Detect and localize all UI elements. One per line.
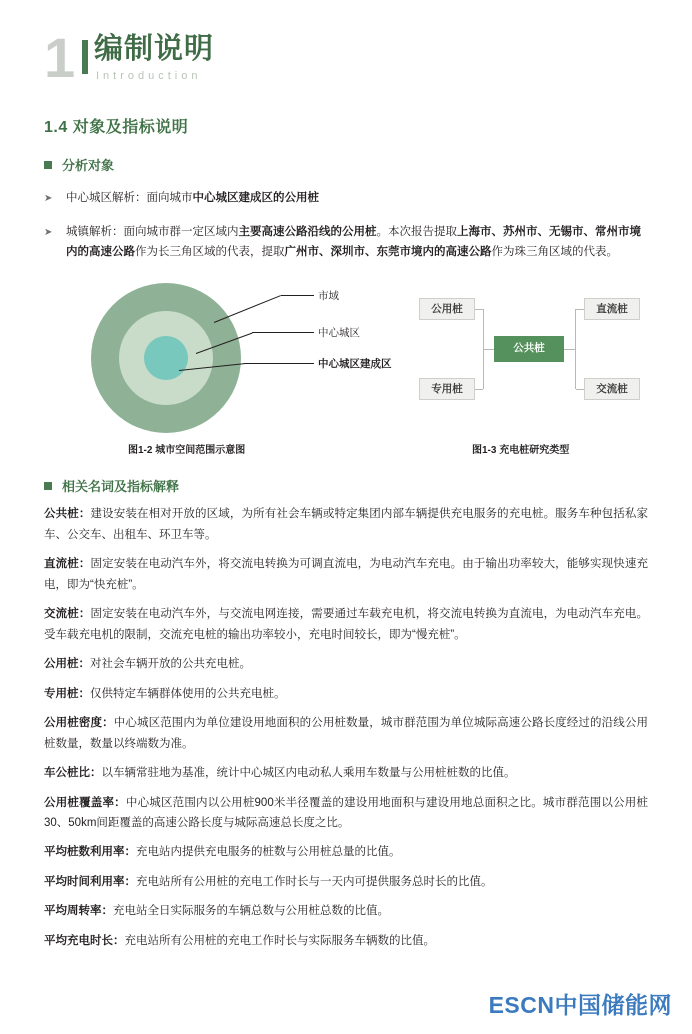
figure-charging-pile-types bbox=[399, 278, 649, 457]
chapter-accent-bar bbox=[82, 40, 88, 74]
node-dc-pile: 直流桩 bbox=[584, 298, 640, 320]
glossary-item bbox=[44, 713, 648, 754]
glossary-heading-label: 相关名词及指标解释 bbox=[62, 479, 180, 495]
node-ac-pile: 交流桩 bbox=[584, 378, 640, 400]
glossary-term: 公用桩： bbox=[44, 658, 90, 671]
glossary-term: 公用桩覆盖率： bbox=[44, 796, 126, 809]
node-public-pile: 公共桩 bbox=[494, 336, 564, 362]
watermark-brand-en: ESCN bbox=[488, 992, 555, 1018]
glossary-term: 交流桩： bbox=[44, 608, 91, 621]
connector-right-center bbox=[564, 349, 575, 350]
node-dedicated-pile: 专用桩 bbox=[419, 378, 475, 400]
glossary-item bbox=[44, 554, 648, 595]
figure-caption-left: 图1-2 城市空间范围示意图 bbox=[128, 445, 246, 457]
glossary-term: 平均桩数利用率： bbox=[44, 846, 136, 859]
list-item-text: 中心城区解析：面向城市中心城区建成区的公用桩 bbox=[66, 192, 319, 204]
glossary-definition: 中心城区范围内为单位建设用地面积的公用桩数量，城市群范围为单位城际高速公路长度经过的沿线公用桩数量，数量以终端数为准。 bbox=[44, 717, 649, 750]
glossary-definition: 充电站所有公用桩的充电工作时长与一天内可提供服务总时长的比值。 bbox=[136, 875, 493, 888]
chapter-header bbox=[44, 26, 648, 96]
glossary-definition: 充电站所有公用桩的充电工作时长与实际服务车辆数的比值。 bbox=[124, 934, 435, 947]
leader-line-built-area-flat bbox=[244, 363, 314, 364]
glossary-item bbox=[44, 793, 648, 834]
chapter-subtitle: Introduction bbox=[96, 70, 202, 82]
glossary-term: 平均周转率： bbox=[44, 905, 113, 918]
section-title: 1.4 对象及指标说明 bbox=[44, 119, 189, 136]
glossary-item bbox=[44, 842, 648, 862]
subsection-heading-analysis-object bbox=[44, 155, 648, 174]
glossary-definition: 充电站全日实际服务的车辆总数与公用桩总数的比值。 bbox=[113, 905, 389, 918]
document-page bbox=[0, 26, 692, 1034]
glossary-item bbox=[44, 931, 648, 951]
figure-label-central-urban: 中心城区 bbox=[318, 327, 360, 340]
glossary-definition: 固定安装在电动汽车外，将交流电转换为可调直流电，为电动汽车充电。由于输出功率较大，能够实现快速充电，即为“快充桩”。 bbox=[44, 558, 649, 591]
glossary-item bbox=[44, 604, 648, 645]
glossary-term: 平均时间利用率： bbox=[44, 875, 136, 888]
watermark-brand-cn: 中国储能网 bbox=[554, 992, 672, 1018]
chapter-title: 编制说明 bbox=[94, 33, 215, 65]
glossary-term: 公用桩密度： bbox=[44, 717, 114, 730]
connector-left-center bbox=[483, 349, 494, 350]
glossary-term: 公共桩： bbox=[44, 508, 91, 521]
connector-right-top bbox=[576, 309, 584, 310]
figure-city-space-range bbox=[66, 278, 396, 457]
glossary-list bbox=[44, 504, 648, 951]
glossary-definition: 充电站内提供充电服务的桩数与公用桩总量的比值。 bbox=[136, 846, 401, 859]
glossary-term: 专用桩： bbox=[44, 687, 90, 700]
square-bullet-icon bbox=[44, 161, 52, 169]
glossary-term: 直流桩： bbox=[44, 558, 91, 571]
glossary-term: 车公桩比： bbox=[44, 767, 102, 780]
glossary-term: 平均充电时长： bbox=[44, 934, 125, 947]
leader-line-city-area-flat bbox=[281, 295, 314, 296]
list-item-text: 城镇解析：面向城市群一定区域内主要高速公路沿线的公用桩。本次报告提取上海市、苏州市、无锡市、常州市境内的高速公路作为长三角区域的代表，提取广州市、深圳市、东莞市境内的高速公路作为珠三角区域的代表。 bbox=[66, 226, 641, 259]
connector-left-top bbox=[475, 309, 483, 310]
watermark-logo bbox=[489, 987, 672, 1020]
arrow-bullet-icon: ➤ bbox=[44, 227, 53, 239]
arrow-bullet-icon: ➤ bbox=[44, 193, 53, 204]
figure-caption-right: 图1-3 充电桩研究类型 bbox=[472, 445, 570, 457]
glossary-definition: 固定安装在电动汽车外，与交流电网连接，需要通过车载充电机，将交流电转换为直流电，为电动汽车充电。受车载充电机的限制，交流充电桩的输出功率较小，充电时间较长，即为“慢充桩”。 bbox=[44, 608, 649, 641]
subsection-heading-label: 分析对象 bbox=[62, 158, 115, 173]
glossary-definition: 仅供特定车辆群体使用的公共充电桩。 bbox=[90, 687, 286, 700]
glossary-definition: 建设安装在相对开放的区域，为所有社会车辆或特定集团内部车辆提供充电服务的充电桩。服务车种包括私家车、公交车、出租车、环卫车等。 bbox=[44, 508, 649, 541]
glossary-item bbox=[44, 872, 648, 892]
chapter-number: 1 bbox=[44, 26, 75, 89]
list-item bbox=[44, 188, 648, 208]
leader-line-central-urban-flat bbox=[252, 332, 314, 333]
figure-label-built-area: 中心城区建成区 bbox=[318, 358, 392, 371]
list-item bbox=[44, 222, 648, 262]
node-public-use-pile: 公用桩 bbox=[419, 298, 475, 320]
connector-right-bottom bbox=[576, 389, 584, 390]
glossary-item bbox=[44, 763, 648, 783]
glossary-definition: 以车辆常驻地为基准，统计中心城区内电动私人乘用车数量与公用桩桩数的比值。 bbox=[101, 767, 516, 780]
glossary-item bbox=[44, 654, 648, 674]
glossary-item bbox=[44, 504, 648, 545]
glossary-item bbox=[44, 901, 648, 921]
figures-row bbox=[44, 278, 648, 458]
subsection-heading-glossary bbox=[44, 476, 648, 495]
square-bullet-icon bbox=[44, 482, 52, 490]
glossary-definition: 对社会车辆开放的公共充电桩。 bbox=[90, 658, 251, 671]
glossary-item bbox=[44, 684, 648, 704]
glossary-definition: 中心城区范围内以公用桩900米半径覆盖的建设用地面积与建设用地总面积之比。城市群范围以公用桩30、50km间距覆盖的高速公路长度与城际高速总长度之比。 bbox=[44, 796, 648, 829]
figure-label-city-area: 市域 bbox=[318, 290, 339, 303]
connector-right-vertical bbox=[575, 309, 576, 389]
connector-left-bottom bbox=[475, 389, 483, 390]
